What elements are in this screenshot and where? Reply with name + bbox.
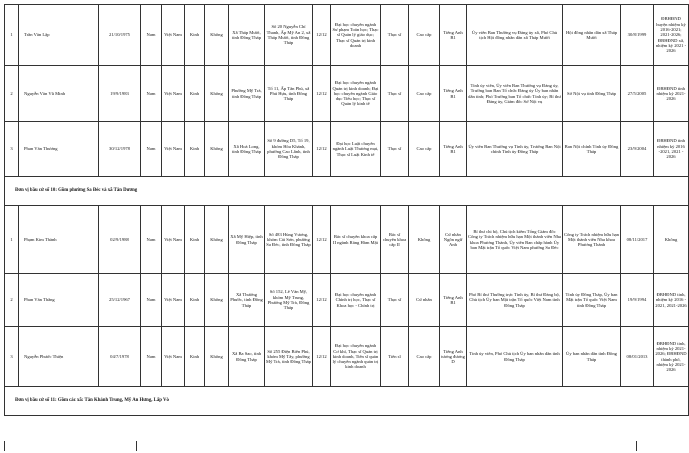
cell-chuc-vu: Ủy viên Ban Thường vụ Đảng ủy xã, Phó Chủ tịch Hội đồng nhân dân xã Tháp Mười (467, 5, 563, 66)
cell-chuc-vu: Tỉnh ủy viên, Phó Chủ tịch Ủy ban nhân dân tỉnh Đồng Tháp (467, 327, 563, 387)
cell-ngoai-ngu: Tiếng Anh B1 (440, 66, 467, 122)
candidate-table-sheet (4, 4, 687, 416)
cell-dan-toc: Kinh (185, 327, 205, 387)
cell-ngoai-ngu: Cử nhân Ngôn ngữ Anh (440, 206, 467, 274)
cell-chuc-vu: Ủy viên Ban Thường vụ Tỉnh ủy, Trưởng Ban Nội chính Tỉnh ủy Đồng Tháp (467, 122, 563, 177)
cell-ngay-vao-dang: 27/5/2005 (621, 66, 654, 122)
cell-dbhd: ĐBHĐND tỉnh nhiệm kỳ 2021-2026 (654, 66, 689, 122)
cell-ton-giao: Không (205, 206, 229, 274)
cell-quoc-tich: Việt Nam (162, 66, 185, 122)
cell-hoc-vi: Thạc sĩ (381, 122, 409, 177)
cell-ngay-vao-dang: 30/8/1999 (621, 5, 654, 66)
candidate-row (5, 66, 689, 122)
cell-ton-giao: Không (205, 122, 229, 177)
cell-noi-o: Số 483 Hùng Vương, khóm Cái Sơn, phường Sa Đéc, tỉnh Đồng Tháp (265, 206, 313, 274)
group-row (5, 387, 689, 416)
cell-dan-toc: Kinh (185, 206, 205, 274)
candidate-row (5, 327, 689, 387)
cell-stt: 3 (5, 327, 19, 387)
cell-noi-o: Tổ 11, Ấp Tân Phú, xã Phú Hựu, tỉnh Đồng Tháp (265, 66, 313, 122)
cell-ho-ten: Nguyễn Phước Thiện (19, 327, 99, 387)
candidate-row (5, 206, 689, 274)
cell-stt: 1 (5, 5, 19, 66)
cell-hoc-vi: Thạc sĩ (381, 5, 409, 66)
cell-gioi-tinh: Nam (141, 206, 162, 274)
cell-gioi-tinh: Nam (141, 122, 162, 177)
cell-ly-luan: Cao cấp (409, 122, 440, 177)
cell-ngoai-ngu: Tiếng Anh B1 (440, 274, 467, 327)
cell-stt: 2 (5, 66, 19, 122)
cell-noi-o: Số 20 Nguyễn Chí Thanh, Ấp Mỹ An 2, xã Tháp Mười, tỉnh Đồng Tháp (265, 5, 313, 66)
cell-chuyen-mon: Bác sĩ chuyên khoa cấp II ngành Răng Hàm Mặt (331, 206, 381, 274)
cell-ngoai-ngu: Tiếng Anh B1 (440, 5, 467, 66)
cell-chuyen-mon: Đại học chuyên ngành Cơ khí, Thạc sĩ Quản trị kinh doanh, Tiến sĩ quản lý chuyên ngành quản trị kinh doanh (331, 327, 381, 387)
cell-dbhd: ĐBHĐND tỉnh, nhiệm kỳ 2016 - 2021, 2021-2026 (654, 274, 689, 327)
cell-ngoai-ngu: Tiếng Anh tương đương D (440, 327, 467, 387)
cell-ly-luan: Cao cấp (409, 66, 440, 122)
cell-ngay-sinh: 02/9/1988 (99, 206, 141, 274)
cell-gdpt: 12/12 (313, 274, 331, 327)
cell-dbhd: ĐBHĐND tỉnh nhiệm kỳ 2016 -2021, 2021 - 2026 (654, 122, 689, 177)
candidate-table (4, 4, 689, 416)
cell-ly-luan: Cử nhân (409, 274, 440, 327)
cell-noi-o: Số 255 Điện Biên Phủ, khóm Mỹ Tây, phường Mỹ Trà, tỉnh Đồng Tháp (265, 327, 313, 387)
cell-quoc-tich: Việt Nam (162, 122, 185, 177)
cell-ngay-sinh: 21/10/1975 (99, 5, 141, 66)
cell-noi-lam-viec: Tỉnh ủy Đồng Tháp, Ủy ban Mặt trận Tổ quốc Việt Nam tỉnh Đồng Tháp (563, 274, 621, 327)
cell-ngay-vao-dang: 08/11/2017 (621, 206, 654, 274)
cell-dbhd: ĐBHĐND huyện nhiệm kỳ 2016-2021; 2021-2026; ĐBHĐND xã, nhiệm kỳ 2021 - 2026 (654, 5, 689, 66)
cell-quoc-tich: Việt Nam (162, 5, 185, 66)
cell-dbhd: Không (654, 206, 689, 274)
cell-hoc-vi: Thạc sĩ (381, 66, 409, 122)
cell-ngay-vao-dang: 23/9/2004 (621, 122, 654, 177)
group-row (5, 177, 689, 206)
cell-noi-o: Số 9 đường D5, Tổ 19, khóm Hòa Khánh, phường Cao Lãnh, tỉnh Đồng Tháp (265, 122, 313, 177)
cell-que-quan: Xã Mỹ Hiệp, tỉnh Đồng Tháp (229, 206, 265, 274)
cell-chuc-vu: Tỉnh ủy viên, Ủy viên Ban Thường vụ Đảng ủy, Trưởng ban Ban Tổ chức Đảng ủy Ủy ban nhân dân tỉnh; Phó Trưởng ban Tổ chức Tỉnh ủy; Bí thư Đảng ủy, Giám đốc Sở Nội vụ (467, 66, 563, 122)
cell-dan-toc: Kinh (185, 122, 205, 177)
cell-quoc-tich: Việt Nam (162, 206, 185, 274)
candidate-row (5, 5, 689, 66)
cell-ngay-sinh: 19/9/1983 (99, 66, 141, 122)
cell-ton-giao: Không (205, 274, 229, 327)
cell-dan-toc: Kinh (185, 5, 205, 66)
candidate-row (5, 122, 689, 177)
cell-ngay-vao-dang: 08/01/2013 (621, 327, 654, 387)
cell-gdpt: 12/12 (313, 66, 331, 122)
cell-noi-lam-viec: Ban Nội chính Tỉnh ủy Đồng Tháp (563, 122, 621, 177)
cell-ngay-sinh: 30/12/1978 (99, 122, 141, 177)
cell-que-quan: Phường Mỹ Trà, tỉnh Đồng Tháp (229, 66, 265, 122)
cell-gioi-tinh: Nam (141, 327, 162, 387)
cell-gdpt: 12/12 (313, 327, 331, 387)
cell-quoc-tich: Việt Nam (162, 274, 185, 327)
cell-gioi-tinh: Nam (141, 66, 162, 122)
cell-que-quan: Xã Thường Phước, tỉnh Đồng Tháp (229, 274, 265, 327)
cell-ho-ten: Nguyễn Văn Vũ Minh (19, 66, 99, 122)
cell-noi-o: Số 152, Lê Văn Mỹ, khóm Mỹ Trung, Phường Mỹ Trà, Đồng Tháp (265, 274, 313, 327)
cell-dan-toc: Kinh (185, 274, 205, 327)
cell-gdpt: 12/12 (313, 5, 331, 66)
cell-chuc-vu: Bí thư chi bộ, Chủ tịch kiêm Tổng Giám đốc Công ty Trách nhiệm hữu hạn Một thành viên Nha khoa Phương Thành, Ủy viên Ban chấp hành Ủy ban Mặt trận Tổ quốc Việt Nam phường Sa Đéc (467, 206, 563, 274)
cell-ho-ten: Phạm Kim Thành (19, 206, 99, 274)
cell-ngay-sinh: 25/12/1967 (99, 274, 141, 327)
cell-ly-luan: Không (409, 206, 440, 274)
cell-chuc-vu: Phó Bí thư Thường trực Tỉnh ủy, Bí thư Đảng bộ, Chủ tịch Ủy ban Mặt trận Tổ quốc Việt Nam tỉnh Đồng Tháp (467, 274, 563, 327)
cell-chuyen-mon: Đại học Luật chuyên ngành Luật Thương mại, Thạc sĩ Luật Kinh tế (331, 122, 381, 177)
cell-gdpt: 12/12 (313, 122, 331, 177)
cell-gioi-tinh: Nam (141, 5, 162, 66)
cell-ngay-sinh: 04/7/1978 (99, 327, 141, 387)
cell-chuyen-mon: Đại học chuyên ngành Quản trị kinh doanh; Đại học chuyên ngành Giáo dục Tiểu học; Thạc sĩ Quản lý kinh tế (331, 66, 381, 122)
cell-ly-luan: Cao cấp (409, 327, 440, 387)
cell-gioi-tinh: Nam (141, 274, 162, 327)
cell-stt: 1 (5, 206, 19, 274)
cell-que-quan: Xã Tháp Mười, tỉnh Đồng Tháp (229, 5, 265, 66)
cell-noi-lam-viec: Ủy ban nhân dân tỉnh Đồng Tháp (563, 327, 621, 387)
cell-noi-lam-viec: Công ty Trách nhiệm hữu hạn Một thành viên Nha khoa Phương Thành (563, 206, 621, 274)
cell-dan-toc: Kinh (185, 66, 205, 122)
cell-ly-luan: Cao cấp (409, 5, 440, 66)
cell-que-quan: Xã Hoà Long, tỉnh Đồng Tháp (229, 122, 265, 177)
cell-hoc-vi: Thạc sĩ (381, 274, 409, 327)
cell-que-quan: Xã Ba Sao, tỉnh Đồng Tháp (229, 327, 265, 387)
cell-stt: 3 (5, 122, 19, 177)
cell-hoc-vi: Bác sĩ chuyên khoa cấp II (381, 206, 409, 274)
cell-noi-lam-viec: Hội đồng nhân dân xã Tháp Mười (563, 5, 621, 66)
cell-hoc-vi: Tiến sĩ (381, 327, 409, 387)
cell-ho-ten: Phan Văn Thắng (19, 274, 99, 327)
cell-ngoai-ngu: Tiếng Anh B1 (440, 122, 467, 177)
cell-ho-ten: Phan Văn Thương (19, 122, 99, 177)
cell-ngay-vao-dang: 19/9/1994 (621, 274, 654, 327)
cell-dbhd: ĐBHĐND tỉnh, nhiệm kỳ 2021-2026; ĐBHĐND thành phố, nhiệm kỳ 2021-2026 (654, 327, 689, 387)
cell-stt: 2 (5, 274, 19, 327)
cell-ho-ten: Trần Văn Lập (19, 5, 99, 66)
electoral-unit-heading: Đơn vị bầu cử số 10: Gồm phường Sa Đéc và xã Tân Dương (5, 177, 689, 206)
cell-quoc-tich: Việt Nam (162, 327, 185, 387)
cell-ton-giao: Không (205, 327, 229, 387)
table-continuation (4, 441, 637, 451)
cell-chuyen-mon: Đại học chuyên ngành Chính trị học, Thạc sĩ Khoa học - Chính trị (331, 274, 381, 327)
cell-chuyen-mon: Đại học chuyên ngành Sư phạm Toán học; Thạc sĩ Quản lý giáo dục; Thạc sĩ Quản trị kinh doanh (331, 5, 381, 66)
cell-gdpt: 12/12 (313, 206, 331, 274)
cell-ton-giao: Không (205, 5, 229, 66)
candidate-row (5, 274, 689, 327)
electoral-unit-heading: Đơn vị bầu cử số 11: Gồm các xã: Tân Khánh Trung, Mỹ An Hưng, Lấp Vò (5, 387, 689, 416)
cell-ton-giao: Không (205, 66, 229, 122)
cell-noi-lam-viec: Sở Nội vụ tỉnh Đồng Tháp (563, 66, 621, 122)
